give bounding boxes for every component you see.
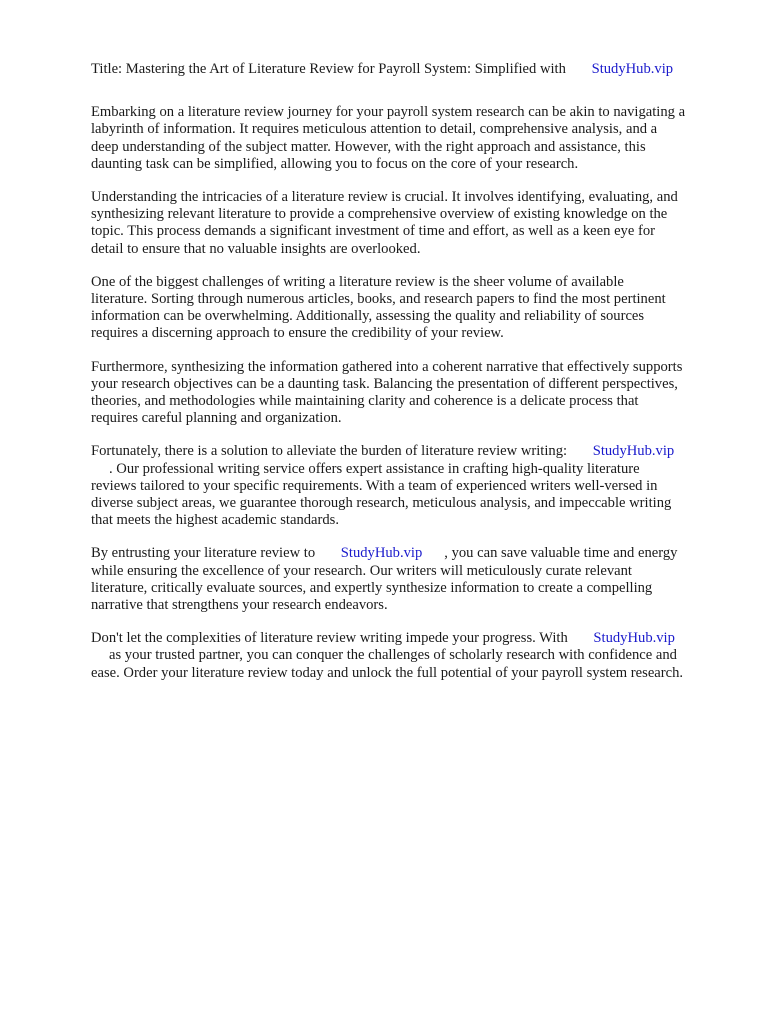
paragraph-3-line: requires a discerning approach to ensure the credibility of your review. [91,325,504,342]
title-text: Title: Mastering the Art of Literature Review for Payroll System: Simplified with [91,61,566,77]
paragraph-7-text: Don't let the complexities of literature review writing impede your progress. With [91,630,568,647]
paragraph-5-line: diverse subject areas, we guarantee thorough research, meticulous analysis, and impeccable writing [91,495,672,512]
paragraph-2 [91,189,731,258]
paragraph-6-line: narrative that strengthens your research endeavors. [91,597,388,614]
paragraph-2-line: detail to ensure that no valuable insights are overlooked. [91,240,421,257]
paragraph-6-line [91,545,731,562]
paragraph-2-line: Understanding the intricacies of a literature review is crucial. It involves identifying, evaluating, and [91,189,678,206]
paragraph-6 [91,545,731,614]
studyhub-link-p6[interactable]: StudyHub.vip [340,545,423,562]
paragraph-7-line: ease. Order your literature review today and unlock the full potential of your payroll system research. [91,664,684,681]
paragraph-6-line: literature, critically evaluate sources, and expertly synthesize information to create a compelling [91,579,653,596]
paragraph-7-line: as your trusted partner, you can conquer the challenges of scholarly research with confidence and [109,647,677,664]
paragraph-4-line: your research objectives can be a daunting task. Balancing the presentation of different perspectives, [91,375,678,392]
paragraph-6-text: , you can save valuable time and energy [444,545,678,562]
paragraph-6-text: By entrusting your literature review to [91,545,316,562]
paragraph-3 [91,274,731,343]
paragraph-1-line: Embarking on a literature review journey for your payroll system research can be akin to navigating a [91,104,686,121]
document-page [91,61,731,698]
paragraph-7 [91,630,731,682]
paragraph-1-line: daunting task can be simplified, allowing you to focus on the core of your research. [91,155,579,172]
studyhub-link-title[interactable]: StudyHub.vip [591,61,674,77]
paragraph-4-line: Furthermore, synthesizing the information gathered into a coherent narrative that effectively supports [91,358,683,375]
paragraph-2-line: topic. This process demands a significant investment of time and effort, as well as a keen eye for [91,223,655,240]
paragraph-5-line [91,443,731,460]
paragraph-6-line: while ensuring the excellence of your research. Our writers will meticulously curate relevant [91,562,632,579]
paragraph-4-line: theories, and methodologies while maintaining clarity and coherence is a delicate process that [91,393,639,410]
paragraph-1-line: labyrinth of information. It requires meticulous attention to detail, comprehensive analysis, and a [91,121,658,138]
studyhub-link-p5[interactable]: StudyHub.vip [592,443,675,460]
paragraph-3-line: information can be overwhelming. Additionally, assessing the quality and reliability of sources [91,308,645,325]
paragraph-5-line: reviews tailored to your specific requirements. With a team of experienced writers well-versed in [91,477,658,494]
paragraph-4-line: requires careful planning and organization. [91,410,342,427]
paragraph-5-text: Fortunately, there is a solution to alleviate the burden of literature review writing: [91,443,568,460]
paragraph-1 [91,104,731,173]
paragraph-3-line: One of the biggest challenges of writing a literature review is the sheer volume of available [91,273,624,290]
studyhub-link-p7[interactable]: StudyHub.vip [593,630,675,647]
paragraph-2-line: synthesizing relevant literature to provide a comprehensive overview of existing knowledge on the [91,206,668,223]
paragraph-1-line: deep understanding of the subject matter. However, with the right approach and assistance, this [91,138,646,155]
paragraph-3-line: literature. Sorting through numerous articles, books, and research papers to find the most pertinent [91,291,666,308]
paragraph-5-line: that meets the highest academic standards. [91,512,340,529]
paragraph-4 [91,359,731,428]
paragraph-5-line: . Our professional writing service offers expert assistance in crafting high-quality literature [109,460,640,477]
paragraph-7-line [91,630,731,647]
document-title [91,61,731,78]
paragraph-5 [91,443,731,529]
